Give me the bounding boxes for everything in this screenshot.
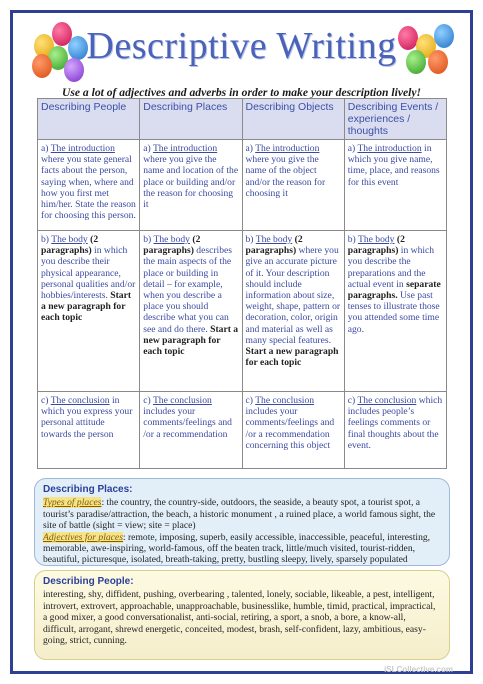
people-heading: Describing People:	[43, 576, 134, 587]
describing-people-box	[34, 570, 450, 660]
table-row-conclusion	[38, 392, 447, 469]
places-types: Types of places: the country, the country-side, outdoors, the seaside, a beauty spot, a tourist spot, a tourist’s paradise/attraction, the beach, a historic monument , a ruined place, a world famous sight, the site of battle (sight = view; site = place)	[43, 497, 436, 532]
cell-conclusion-people: c) The conclusion in which you express your personal attitude towards the person	[38, 392, 140, 469]
cell-intro-events: a) The introduction in which you give name, time, place, and reasons for this event	[344, 140, 446, 231]
cell-body-events: b) The body (2 paragraphs) in which you describe the preparations and the actual event in separate paragraphs. Use past tenses to illustrate those you attended some time ago.	[344, 231, 446, 392]
places-adjectives: Adjectives for places: remote, imposing, superb, easily accessible, inaccessible, peaceful, interesting, memorable, awe-inspiring, world-famous, off the beaten track, little/much visited, tourist-ridden, beautiful, picturesque, isolated, breath-taking, pretty, bustling sleepy, lively, sparsely populated	[43, 531, 431, 566]
cell-conclusion-objects: c) The conclusion includes your comments/feelings and /or a recommendation concerning this object	[242, 392, 344, 469]
cell-body-objects: b) The body (2 paragraphs) where you give an accurate picture of it. Your description should include information about size, weight, shape, pattern or decoration, color, origin and material as well as many special features. Start a new paragraph for each topic	[242, 231, 344, 392]
describing-places-box	[34, 478, 450, 566]
description-table	[37, 98, 447, 469]
types-label: Types of places	[43, 497, 102, 509]
table-row-body	[38, 231, 447, 392]
table-header-row	[38, 99, 447, 140]
cell-intro-people: a) The introduction where you state general facts about the person, saying when, where and how you first met him/her. State the reason for choosing this person.	[38, 140, 140, 231]
cell-intro-objects: a) The introduction where you give the name of the object and/or the reason for choosing it	[242, 140, 344, 231]
cell-body-people: b) The body (2 paragraphs) in which you describe their physical appearance, personal qualities and/or hobbies/interests. Start a new paragraph for each topic	[38, 231, 140, 392]
header-describing-events: Describing Events / experiences / thoughts	[344, 99, 446, 140]
places-heading: Describing Places:	[43, 484, 133, 495]
adjectives-label: Adjectives for places	[43, 531, 123, 543]
page-subtitle: Use a lot of adjectives and adverbs in order to make your description lively!	[61, 86, 422, 99]
people-adjectives: interesting, shy, diffident, pushing, overbearing , talented, lonely, sociable, likeable, a pest, intelligent, introvert, extrovert, approachable, unapproachable, businesslike, humble, timid, practical, impractical, a good mixer, a good conversationalist, anti-social, retiring, a sport, a snob, a bore, a know-all, difficult, arrogant, shrewd energetic, conceited, modest, brash, self-confident, lazy, ambitious, easy-going, strict, cunning.	[43, 589, 436, 647]
cell-intro-places: a) The introduction where you give the name and location of the place or building and/or the reason for choosing it	[140, 140, 242, 231]
watermark: iSLCollective.com	[384, 665, 453, 674]
cell-body-places: b) The body (2 paragraphs) describes the main aspects of the place or building in detail – for example, when you describe a place you should describe what you can see and do there. Start a new paragraph for each topic	[140, 231, 242, 392]
table-row-introduction	[38, 140, 447, 231]
header-describing-places: Describing Places	[140, 99, 242, 140]
cell-conclusion-places: c) The conclusion includes your comments/feelings and /or a recommendation	[140, 392, 242, 469]
header-describing-objects: Describing Objects	[242, 99, 344, 140]
header-describing-people: Describing People	[38, 99, 140, 140]
cell-conclusion-events: c) The conclusion which includes people’s feelings comments or final thoughts about the event.	[344, 392, 446, 469]
page-title: Descriptive Writing	[86, 25, 397, 67]
